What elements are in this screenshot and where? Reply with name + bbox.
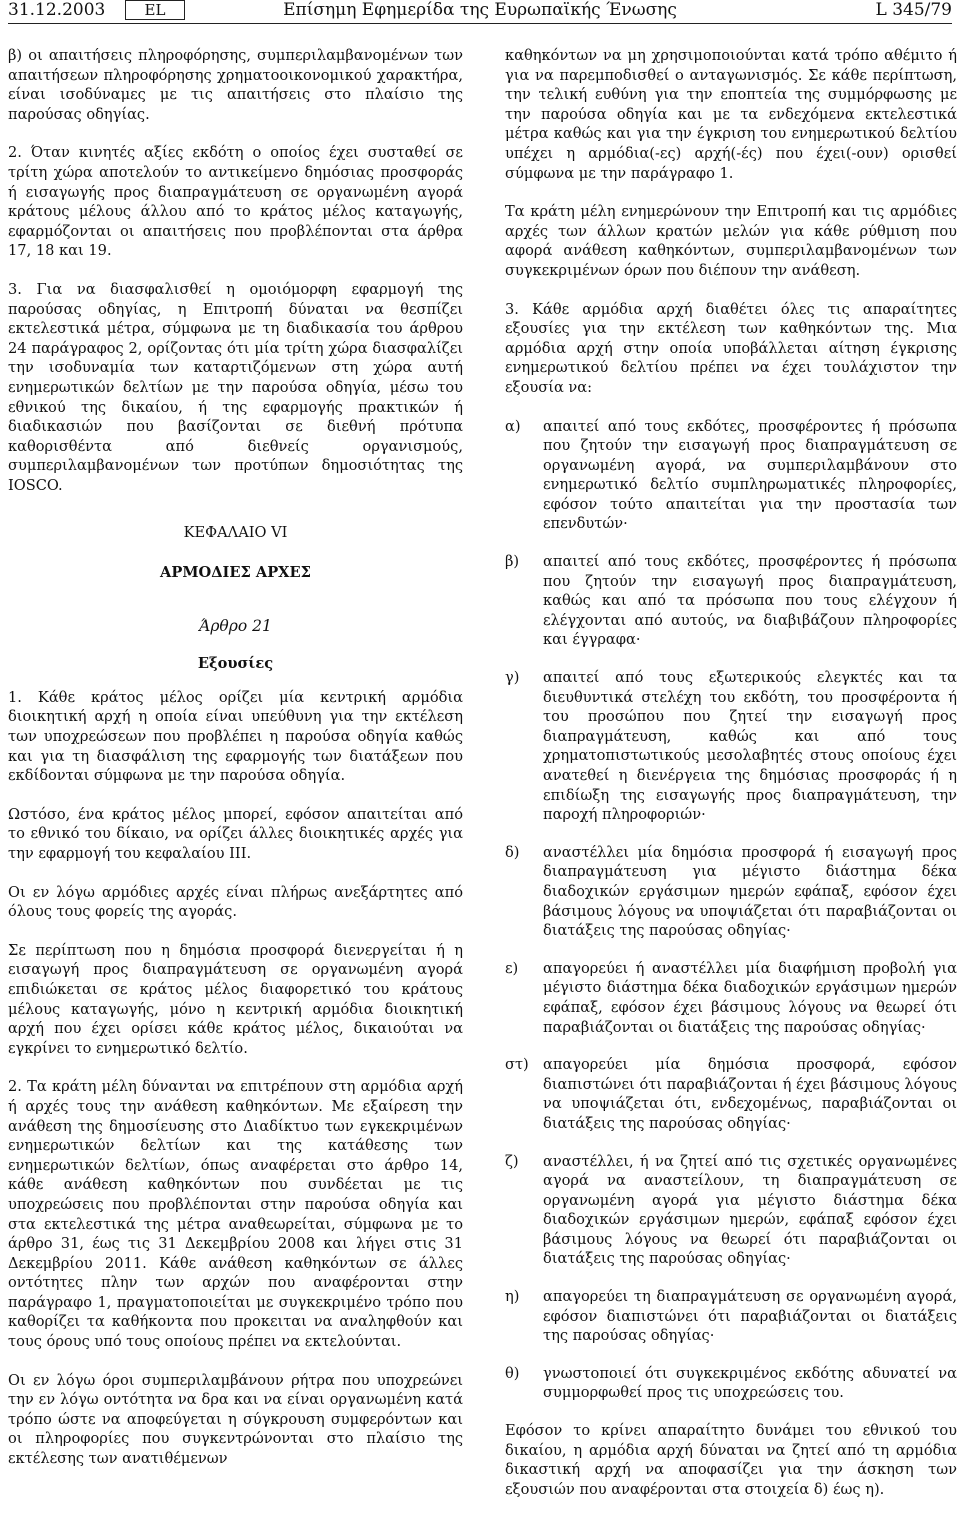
right-column [505, 46, 957, 1518]
paragraph-3: 3. Για να διασφαλισθεί η ομοιόμορφη εφαρμογή της παρούσας οδηγίας, η Επιτροπή δύναται να θεσπίζει εκτελεστικά μέτρα, σύμφωνα με τη διαδικασία του άρθρου 24 παράγραφος 2, ορίζοντας ότι μία τρίτη χώρα διασφαλίζει την ισοδυναμία των καταρτιζόμενων στη χώρα αυτή ενημερωτικών δελτίων με την παρούσα οδηγία, μέσω του εθνικού της δικαίου, ή της εφαρμογής πρακτικών ή διαδικασιών που βασίζονται σε διεθνή πρότυπα καθορισθέντα από διεθνείς οργανισμούς, συμπεριλαμβανομένων των προτύπων δημοσιότητας της IOSCO. [8, 280, 463, 494]
paragraph-2: 2. Όταν κινητές αξίες εκδότη ο οποίος έχει συσταθεί σε τρίτη χώρα αποτελούν το αντικείμενο δημόσιας προσφοράς ή εισαγωγής προς διαπραγμάτευση σε οργανωμένη αγορά κράτους μέλους άλλου από το κράτος μέλος καταγωγής, εφαρμόζονται οι απαιτήσεις που προβλέπονται στα άρθρα 17, 18 και 19. [8, 144, 463, 260]
list-item [505, 843, 957, 941]
publication-date: 31.12.2003 [8, 0, 106, 20]
paragraph-judicial: Εφόσον το κρίνει απαραίτητο δυνάμει του εθνικού του δικαίου, η αρμόδια αρχή δύναται να ζητεί από τη αρμόδια δικαστική αρχή να αποφασίζει για την άσκηση των εξουσιών που αναφέρονται στα στοιχεία δ) έως η). [505, 1422, 957, 1498]
article-paragraph-2: 2. Τα κράτη μέλη δύνανται να επιτρέπουν στη αρμόδια αρχή ή αρχές τους την ανάθεση καθηκόντων. Με εξαίρεση την ανάθεση της δημοσίευσης στο Διαδίκτυο των εγκεκριμένων ενημερωτικών δελτίων και της κατάθεσης των ενημερωτικών δελτίων, όπως αναφέρεται στο άρθρο 14, κάθε ανάθεση καθηκόντων που συνδέεται με τις υποχρεώσεις που προβλέπονται στην παρούσα οδηγία και στα εκτελεστικά της μέτρα αναθεωρείται, σύμφωνα με το άρθρο 31, έως τις 31 Δεκεμβρίου 2008 και λήγει στις 31 Δεκεμβρίου 2011. Κάθε ανάθεση καθηκόντων σε άλλες οντότητες πλην των αρχών που αναφέρονται στην παράγραφο 1, πραγματοποιείται με συγκεκριμένο τρόπο που καθορίζει τα καθήκοντα που προκειται να αναληφθούν και τους όρους υπό τους οποίους πρέπει να εκτελούνται. [8, 1078, 463, 1351]
paragraph-notification: Τα κράτη μέλη ενημερώνουν την Επιτροπή και τις αρμόδιες αρχές των άλλων κρατών μελών για κάθε ρύθμιση που αφορά ανάθεση καθηκόντων, συμπεριλαμβανομένων των συγκεκριμένων όρων που διέπουν την ανάθεση. [505, 203, 957, 279]
list-item-label: δ) [505, 843, 520, 861]
article-heading: Άρθρο 21 [199, 616, 272, 635]
list-item-text: απαιτεί από τους εκδότες, προσφέροντες ή πρόσωπα που ζητούν την εισαγωγή προς διαπραγμάτευση σε οργανωμένη αγορά, να συμπεριλαμβάνουν στο ενημερωτικό δελτίο συμπληρωματικές πληροφορίες, εφόσον τούτο απαιτείται για την προστασία των επενδυτών· [543, 417, 957, 533]
page-header [8, 0, 952, 22]
list-item [505, 959, 957, 1037]
list-item-text: απαγορεύει ή αναστέλλει μία διαφήμιση προβολή για μέγιστο διάστημα δέκα διαδοχικών εργάσιμων ημερών εφάπαξ, εφόσον έχει βάσιμους λόγους να θεωρεί ότι παραβιάζονται οι διατάξεις της παρούσας οδηγίας· [543, 959, 957, 1036]
language-badge: EL [125, 0, 185, 20]
header-rule [8, 23, 952, 24]
list-item-label: η) [505, 1288, 520, 1306]
page-reference: L 345/79 [875, 0, 952, 20]
article-title: Εξουσίες [197, 655, 274, 673]
paragraph-beta: β) οι απαιτήσεις πληροφόρησης, συμπεριλαμβανομένων των απαιτήσεων πληροφόρησης χρηματοοικονομικού χαρακτήρα, είναι ισοδύναμες με τις απαιτήσεις στο πλαίσιο της παρούσας οδηγίας. [8, 47, 463, 123]
list-item-text: απαιτεί από τους εκδότες, προσφέροντες ή πρόσωπα που ζητούν την εισαγωγή προς διαπραγμάτευση, καθώς και από τα πρόσωπα που τους ελέγχουν ή ελέγχονται από αυτούς, να διαβιβάζουν πληροφορίες και έγγραφα· [543, 553, 957, 649]
left-column [8, 46, 463, 1488]
powers-list [505, 417, 957, 1404]
list-item-text: αναστέλλει, ή να ζητεί από τις σχετικές οργανωμένες αγορά να αναστείλουν, τη διαπραγμάτευση σε οργανωμένη αγορά για μέγιστο διάστημα δέκα διαδοχικών εργάσιμων ημερών, εφάπαξ εφόσον έχει βάσιμους λόγους να θεωρεί ότι παραβιάζονται οι διατάξεις της παρούσας οδηγίας· [543, 1152, 957, 1268]
list-item-text: απαγορεύει τη διαπραγμάτευση σε οργανωμένη αγορά, εφόσον διαπιστώνει ότι παραβιάζονται οι διατάξεις της παρούσας οδηγίας· [543, 1288, 957, 1345]
list-item-text: γνωστοποιεί ότι συγκεκριμένος εκδότης αδυνατεί να συμμορφωθεί προς τις υποχρεώσεις του. [543, 1364, 957, 1402]
list-item [505, 1055, 957, 1133]
list-item [505, 1287, 957, 1346]
paragraph-3-powers: 3. Κάθε αρμόδια αρχή διαθέτει όλες τις απαραίτητες εξουσίες για την εκτέλεση των καθηκόντων της. Μια αρμόδια αρχή στην οποία υποβάλλεται αίτηση έγκρισης ενημερωτικού δελτίου πρέπει να έχει τουλάχιστον την εξουσία να: [505, 300, 957, 396]
list-item [505, 1152, 957, 1270]
list-item [505, 552, 957, 650]
list-item-text: απαιτεί από τους εξωτερικούς ελεγκτές και τα διευθυντικά στελέχη του εκδότη, του προσφέροντα ή του προσώπου που ζητεί την εισαγωγή προς διαπραγμάτευση, καθώς και από τους χρηματοπιστωτικούς μεσολαβητές στους οποίους έχει ανατεθεί η διενέργεια της δημόσιας προσφοράς ή η επιδίωξη της εισαγωγής προς διαπραγμάτευση, την παροχή πληροφοριών· [543, 669, 957, 824]
paragraph-continued: καθηκόντων να μη χρησιμοποιούνται κατά τρόπο αθέμιτο ή για να παρεμποδισθεί ο ανταγωνισμός. Σε κάθε περίπτωση, την τελική ευθύνη για την εποπτεία της συμμόρφωσης με την παρούσα οδηγία και με τα ενδεχόμενα εκτελεστικά μέτρα καθώς και για την έγκριση του ενημερωτικού δελτίου υπέχει η αρμόδια(-ες) αρχή(-ές) που έχει(-ουν) ορισθεί σύμφωνα με την παράγραφο 1. [505, 47, 957, 182]
list-item-label: θ) [505, 1364, 520, 1382]
list-item [505, 1364, 957, 1403]
list-item-label: ζ) [505, 1152, 519, 1170]
chapter-heading: ΚΕΦΑΛΑΙΟ VI [183, 524, 288, 542]
journal-title: Επίσημη Εφημερίδα της Ευρωπαϊκής Ένωσης [283, 0, 677, 20]
chapter-title: ΑΡΜΟΔΙΕΣ ΑΡΧΕΣ [160, 564, 311, 582]
list-item-label: β) [505, 553, 520, 571]
list-item [505, 417, 957, 535]
list-item [505, 668, 957, 825]
list-item-label: στ) [505, 1056, 529, 1074]
list-item-text: απαγορεύει μία δημόσια προσφορά, εφόσον διαπιστώνει ότι παραβιάζονται ή έχει βάσιμους λόγους να υποψιάζεται ότι, ενδεχομένως, παραβιάζονται οι διατάξεις της παρούσας οδηγίας· [543, 1056, 957, 1132]
article-paragraph-1d: Σε περίπτωση που η δημόσια προσφορά διενεργείται ή η εισαγωγή προς διαπραγμάτευση σε οργανωμένη αγορά επιδιώκεται σε κράτος μέλος διαφορετικό του κράτους μέλους καταγωγής, μόνο η κεντρική αρμόδια διοικητική αρχή που έχει ορίσει κάθε κράτος μέλος, δικαιούται να εγκρίνει το ενημερωτικό δελτίο. [8, 941, 463, 1057]
list-item-label: α) [505, 417, 521, 435]
article-paragraph-1: 1. Κάθε κράτος μέλος ορίζει μία κεντρική αρμόδια διοικητική αρχή η οποία είναι υπεύθυνη για την εκτέλεση των υποχρεώσεων που προβλέπει η παρούσα οδηγία καθώς και για τη διασφάλιση της εφαρμογής των διατάξεων που εκδίδονται σύμφωνα με την παρούσα οδηγία. [8, 688, 463, 785]
list-item-label: ε) [505, 959, 519, 977]
article-paragraph-1c: Οι εν λόγω αρμόδιες αρχές είναι πλήρως ανεξάρτητες από όλους τους φορείς της αγοράς. [8, 883, 463, 921]
article-paragraph-2b: Οι εν λόγω όροι συμπεριλαμβάνουν ρήτρα που υποχρεώνει την εν λόγω οντότητα να δρα και να είναι οργανωμένη κατά τρόπο ώστε να αποφεύγεται η σύγκρουση συμφερόντων και οι πληροφορίες που συγκεντρώνονται στο πλαίσιο της εκτέλεσης των ανατιθέμενων [8, 1371, 463, 1468]
list-item-text: αναστέλλει μία δημόσια προσφορά ή εισαγωγή προς διαπραγμάτευση για μέγιστο διάστημα δέκα διαδοχικών εργάσιμων ημερών εφάπαξ, εφόσον έχει βάσιμους λόγους να υποψιάζεται ότι παραβιάζονται οι διατάξεις της παρούσας οδηγίας· [543, 843, 957, 940]
article-paragraph-1b: Ωστόσο, ένα κράτος μέλος μπορεί, εφόσον απαιτείται από το εθνικό του δίκαιο, να ορίζει άλλες διοικητικές αρχές για την εφαρμογή του κεφαλαίου III. [8, 805, 463, 862]
list-item-label: γ) [505, 669, 520, 687]
